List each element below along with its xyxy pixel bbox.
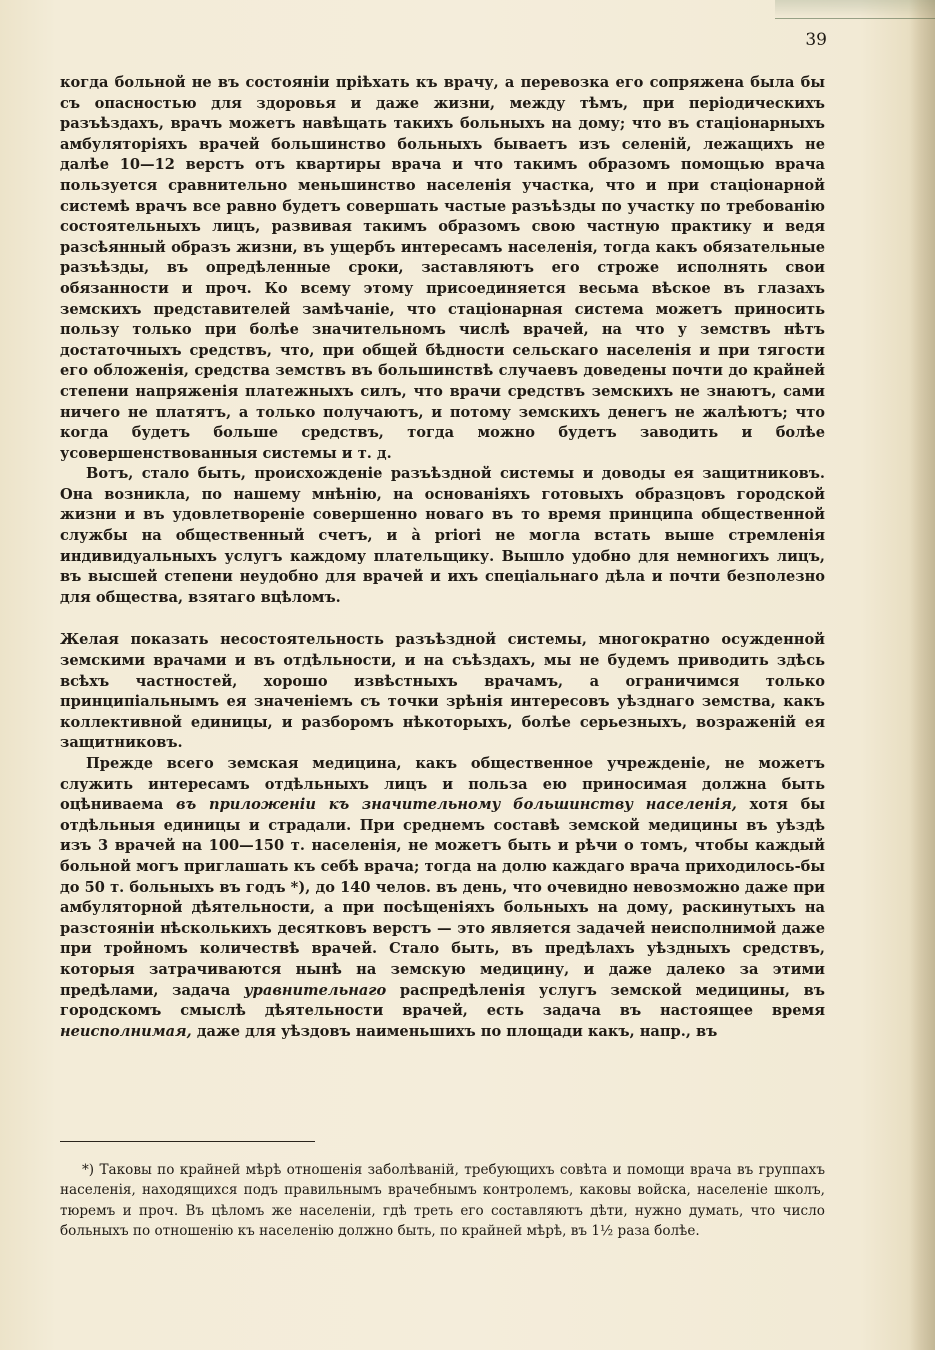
paragraph-4-italic-3: неисполнимая, — [60, 1022, 192, 1040]
footnote: *) Таковы по крайней мѣрѣ отношенiя заболѣванiй, требующихъ совѣта и помощи врача въ группахъ населенiя, находящихся подъ правильнымъ врачебнымъ контролемъ, каковы войска, населенiе школъ, тюремъ и проч. Въ цѣломъ же населенiи, гдѣ треть его составляютъ дѣти, нужно думать, что число больныхъ по отношенiю къ населенiю должно быть, по крайней мѣрѣ, въ 1½ раза болѣе. — [60, 1162, 825, 1240]
body-text — [60, 73, 825, 1042]
paragraph-4-italic-2: уравнительнаго — [243, 981, 387, 999]
paragraph-4 — [60, 754, 825, 1042]
page-number: 39 — [805, 30, 827, 50]
paragraph-2: Вотъ, стало быть, происхожденiе разъѣздной системы и доводы ея защитниковъ. Она возникла, по нашему мнѣнiю, на основанiяхъ готовыхъ образцовъ городской жизни и въ удовлетворенiе совершенно новаго въ то время принципа общественной службы на общественный счетъ, и à priori не могла встать выше стремленiя индивидуальныхъ услугъ каждому плательщику. Вышло удобно для немногихъ лицъ, въ высшей степени неудобно для врачей и ихъ спецiальнаго дѣла и почти безполезно для общества, взятаго вцѣломъ. — [60, 465, 825, 606]
paragraph-4-italic-1: въ приложенiи къ значительному большинству населенiя, — [176, 796, 737, 814]
paragraph-4-part-3: распредѣленiя услугъ земской медицины, въ городскомъ смыслѣ дѣятельности врачей, есть задача въ настоящее время — [60, 981, 825, 1020]
paragraph-4-part-1: Прежде всего земская медицина, какъ общественное учрежденiе, не можетъ служить интересамъ отдѣльныхъ лицъ и польза ею приносимая должна быть оцѣниваема — [60, 755, 825, 814]
paragraph-4-part-4: даже для уѣздовъ наименьшихъ по площади какъ, напр., въ — [191, 1022, 718, 1040]
paragraph-1: когда больной не въ состоянiи прiѣхать къ врачу, а перевозка его сопряжена была бы съ опасностью для здоровья и даже жизни, между тѣмъ, при перiодическихъ разъѣздахъ, врачъ можетъ навѣщать такихъ больныхъ на дому; что въ стацiонарныхъ амбуляторiяхъ врачей большинство больныхъ бываетъ изъ селенiй, лежащихъ не далѣе 10—12 верстъ отъ квартиры врача и что такимъ образомъ помощью врача пользуется сравнительно меньшинство населенiя участка, что и при стацiонарной системѣ врачъ все равно будетъ совершать частые разъѣзды по участку по требованiю состоятельныхъ лицъ, развивая такимъ образомъ свою частную практику и ведя разсѣянный образъ жизни, въ ущербъ интересамъ населенiя, тогда какъ обязательные разъѣзды, въ опредѣленные сроки, заставляютъ его строже исполнять свои обязанности и проч. Ко всему этому присоединяется весьма вѣское въ глазахъ земскихъ представителей замѣчанiе, что стацiонарная система можетъ приносить пользу только при болѣе значительномъ числѣ врачей, на что у земствъ нѣтъ достаточныхъ средствъ, что, при общей бѣдности сельскаго населенiя и при тягости его обложенiя, средства земствъ въ большинствѣ случаевъ доведены почти до крайней степени напряженiя платежныхъ силъ, что врачи средствъ земскихъ не знаютъ, сами ничего не платятъ, а только получаютъ, и потому земскихъ денегъ не жалѣютъ; что когда будетъ больше средствъ, тогда можно будетъ заводить и болѣе усовершенствованныя системы и т. д. — [60, 74, 825, 462]
page-right-edge — [909, 0, 935, 1350]
footnote-rule — [60, 1141, 315, 1142]
paragraph-4-part-2: хотя бы отдѣльныя единицы и страдали. При среднемъ составѣ земской медицины въ уѣздѣ изъ 3 врачей на 100—150 т. населенiя, не можетъ быть и рѣчи о томъ, чтобы каждый больной могъ приглашать къ себѣ врача; тогда на долю каждаго врача приходилось-бы до 50 т. больныхъ въ годъ *), до 140 челов. въ день, что очевидно невозможно даже при амбуляторной дѣятельности, а при посѣщенiяхъ больныхъ на дому, раскинутыхъ на разстоянiи нѣсколькихъ десятковъ верстъ — это является задачей неисполнимой даже при тройномъ количествѣ врачей. Стало быть, въ предѣлахъ уѣздныхъ средствъ, которыя затрачиваются нынѣ на земскую медицину, и даже далеко за этими предѣлами, задача — [60, 796, 825, 999]
paragraph-3: Желая показать несостоятельность разъѣздной системы, многократно осужденной земскими врачами и въ отдѣльности, и на съѣздахъ, мы не будемъ приводить здѣсь всѣхъ частностей, хорошо извѣстныхъ врачамъ, а ограничимся только принципiальнымъ ея значенiемъ съ точки зрѣнiя интересовъ уѣзднаго земства, какъ коллективной единицы, и разборомъ нѣкоторыхъ, болѣе серьезныхъ, возраженiй ея защитниковъ. — [60, 631, 825, 752]
